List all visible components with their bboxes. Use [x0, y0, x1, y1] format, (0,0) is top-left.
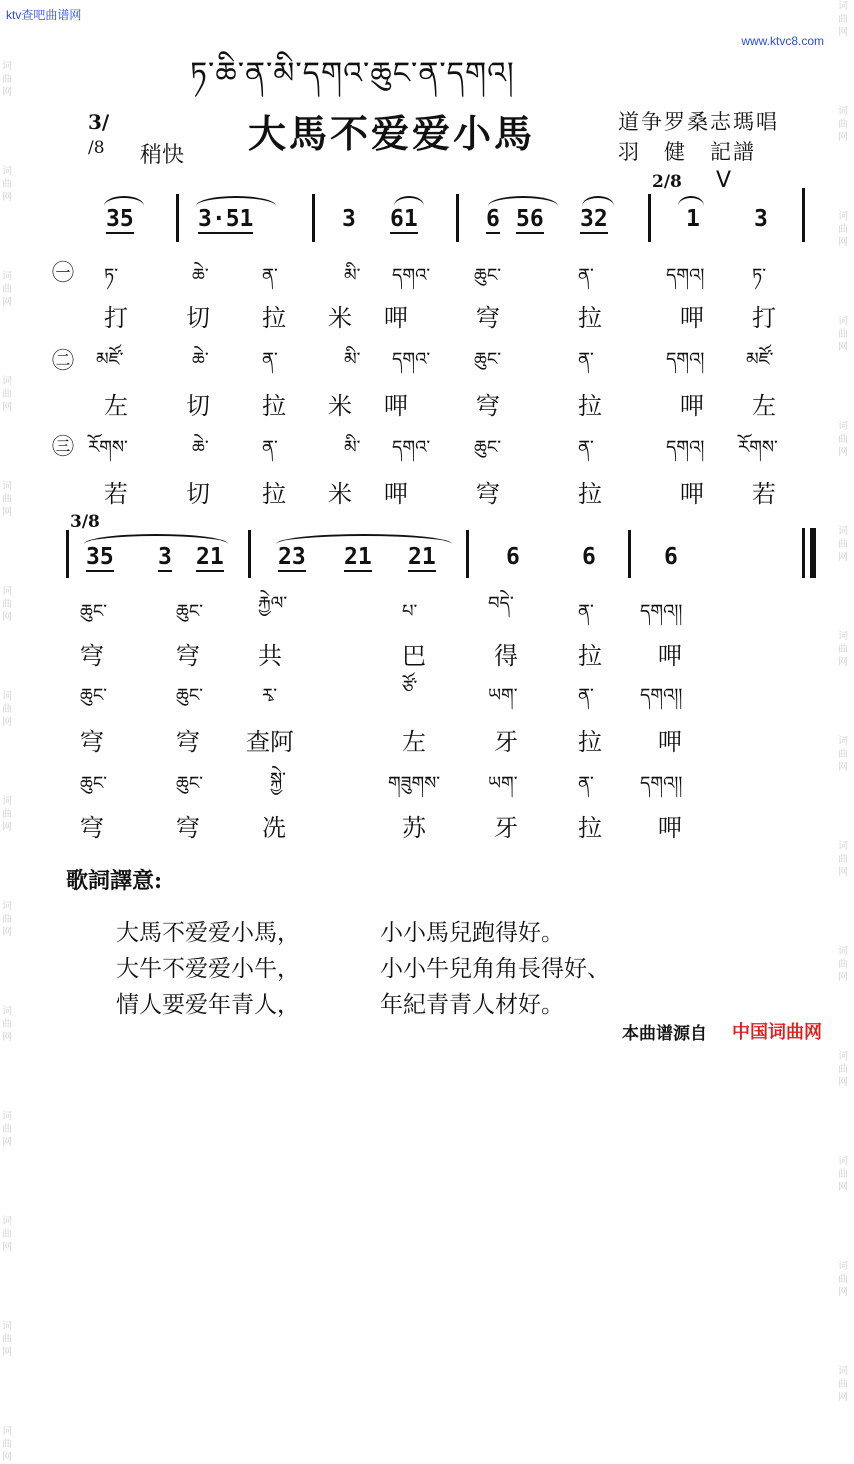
lyric-syllable: 切	[186, 392, 210, 420]
tibetan-syllable: དགའ་	[392, 349, 431, 370]
note-group: 1	[686, 206, 700, 232]
note-group: 3·51	[198, 206, 254, 232]
tibetan-syllable: དགའ་	[392, 265, 431, 286]
tibetan-syllable: ན་	[578, 437, 594, 458]
note-group: 23	[278, 544, 306, 570]
note-group: 32	[580, 206, 608, 232]
lyric-syllable: 穹	[176, 728, 200, 756]
lyric-syllable: 共	[258, 642, 282, 670]
tibetan-syllable: ཆུང་	[80, 773, 107, 794]
lyric-syllable: 穹	[80, 642, 104, 670]
tibetan-syllable: ཆུང་	[80, 685, 107, 706]
lyric-syllable: 米	[328, 304, 352, 332]
bar-line	[176, 194, 179, 242]
tibetan-syllable: སྐྱེ་	[270, 769, 286, 790]
tibetan-syllable: ན་	[262, 349, 278, 370]
tibetan-syllable: རོགས་	[738, 437, 778, 458]
note-group: 21	[344, 544, 372, 570]
translation-line-left: 大馬不爱爱小馬，	[116, 920, 300, 946]
bar-line	[648, 194, 651, 242]
tibetan-syllable: ཆུང་	[474, 437, 501, 458]
note-group: 56	[516, 206, 544, 232]
tibetan-syllable: ན་	[578, 265, 594, 286]
lyric-syllable: 呷	[384, 304, 408, 332]
verse-number-2: ㊁	[52, 349, 75, 374]
tibetan-syllable: དགའ།	[666, 349, 705, 370]
tibetan-syllable: རོགས་	[88, 437, 128, 458]
lyric-syllable: 呷	[680, 392, 704, 420]
bar-line	[66, 530, 69, 578]
note-group: 61	[390, 206, 418, 232]
page-title: 大馬不爱爱小馬	[248, 111, 536, 156]
lyric-syllable: 米	[328, 480, 352, 508]
lyric-syllable: 呷	[658, 814, 682, 842]
tibetan-syllable: མི་	[344, 437, 361, 458]
lyric-syllable: 查阿	[246, 728, 294, 756]
tibetan-syllable: ཆུང་	[474, 349, 501, 370]
time-signature-top: 3/	[88, 110, 110, 134]
note-group: 6	[506, 544, 520, 570]
tibetan-syllable: ན་	[578, 773, 594, 794]
note-group: 21	[196, 544, 224, 570]
bar-line	[466, 530, 469, 578]
tibetan-syllable: རྭ་	[262, 685, 277, 706]
slur	[394, 196, 424, 206]
tibetan-syllable: ན་	[262, 437, 278, 458]
tibetan-syllable: ཆུང་	[176, 685, 203, 706]
lyric-syllable: 巴	[402, 642, 426, 670]
lyric-syllable: 拉	[578, 814, 602, 842]
tibetan-syllable: བདེ་	[488, 593, 514, 614]
source-label: 本曲谱源自	[622, 1024, 707, 1044]
lyric-syllable: 若	[752, 480, 776, 508]
bar-line	[248, 530, 251, 578]
lyric-syllable: 穹	[476, 304, 500, 332]
lyric-syllable: 呷	[384, 392, 408, 420]
tibetan-syllable: པ་	[402, 601, 418, 622]
lyric-syllable: 拉	[578, 642, 602, 670]
verse-number-1: ㊀	[52, 261, 75, 286]
translation-heading: 歌詞譯意:	[66, 868, 163, 894]
lyric-syllable: 左	[104, 392, 128, 420]
lyric-syllable: 若	[104, 480, 128, 508]
tibetan-syllable: དགའ།།	[640, 685, 683, 706]
lyric-syllable: 米	[328, 392, 352, 420]
note-group: 35	[106, 206, 134, 232]
slur	[678, 196, 704, 206]
tibetan-syllable: མཛོ་	[96, 349, 124, 370]
lyric-syllable: 穹	[476, 392, 500, 420]
tibetan-syllable: དགའ་	[392, 437, 431, 458]
slur	[104, 196, 144, 206]
note-group: 3	[342, 206, 356, 232]
slur	[488, 196, 558, 206]
tibetan-syllable: རྐྱེལ་	[258, 593, 288, 614]
lyric-syllable: 呷	[658, 728, 682, 756]
tibetan-syllable: དགའ།།	[640, 773, 683, 794]
final-bar-line-thick	[810, 528, 816, 578]
side-watermark-left: 词曲网 词曲网 词曲网 词曲网 词曲网 词曲网 词曲网 词曲网 词曲网 词曲网 词曲网 词曲网 词曲网 词曲网	[2, 61, 12, 1463]
lyric-syllable: 穹	[176, 642, 200, 670]
tibetan-syllable: ཡག་	[488, 773, 518, 794]
lyric-syllable: 穹	[80, 814, 104, 842]
lyric-syllable: 拉	[578, 304, 602, 332]
lyric-syllable: 呷	[658, 642, 682, 670]
lyric-syllable: 拉	[578, 728, 602, 756]
bar-line	[628, 530, 631, 578]
lyric-syllable: 苏	[402, 814, 426, 842]
translation-line-right: 小小馬兒跑得好。	[380, 920, 564, 946]
lyric-syllable: 拉	[578, 480, 602, 508]
slur	[196, 196, 276, 206]
translation-line-left: 情人要爱年青人，	[116, 992, 300, 1018]
lyric-syllable: 拉	[262, 392, 286, 420]
tibetan-syllable: ན་	[578, 601, 594, 622]
tibetan-title: ཏ་ཆི་ན་མི་དགའ་ཆུང་ན་དགའ།	[190, 56, 515, 91]
lyric-syllable: 穹	[176, 814, 200, 842]
lyric-syllable: 呷	[680, 480, 704, 508]
tibetan-syllable: ཆེ་	[192, 349, 209, 370]
lyric-syllable: 穹	[80, 728, 104, 756]
watermark-left: ktv查吧曲谱网	[6, 8, 82, 22]
watermark-right: www.ktvc8.com	[741, 34, 824, 48]
tibetan-syllable: དགའ།	[666, 437, 705, 458]
lyric-syllable: 牙	[494, 728, 518, 756]
note-group: 6	[582, 544, 596, 570]
tibetan-syllable: ཙོ་	[402, 677, 418, 698]
tibetan-syllable: མི་	[344, 349, 361, 370]
tibetan-syllable: མཛོ་	[746, 349, 774, 370]
tibetan-syllable: ཆེ་	[192, 437, 209, 458]
verse-number-3: ㊂	[52, 435, 75, 460]
notation-credit: 羽 健 記譜	[618, 140, 756, 164]
lyric-syllable: 呷	[680, 304, 704, 332]
lyric-syllable: 切	[186, 304, 210, 332]
translation-line-right: 小小牛兒角角長得好、	[380, 956, 610, 982]
note-group: 35	[86, 544, 114, 570]
note-group: 21	[408, 544, 436, 570]
tibetan-syllable: གཟུགས་	[388, 773, 441, 794]
translation-line-left: 大牛不爱爱小牛，	[116, 956, 300, 982]
time-signature-bottom: /8	[88, 138, 105, 158]
tibetan-syllable: ཆུང་	[80, 601, 107, 622]
note-group: 6	[664, 544, 678, 570]
lyric-syllable: 牙	[494, 814, 518, 842]
lyric-syllable: 拉	[578, 392, 602, 420]
lyric-syllable: 拉	[262, 304, 286, 332]
final-bar-line	[802, 528, 805, 578]
time-change-2-8: 2/8	[652, 172, 682, 192]
bar-line	[312, 194, 315, 242]
note-group: 3	[158, 544, 172, 570]
bar-line	[456, 194, 459, 242]
site-link[interactable]: 中国词曲网	[732, 1022, 822, 1043]
lyric-syllable: 打	[752, 304, 776, 332]
note-group: 3	[754, 206, 768, 232]
translation-line-right: 年紀青青人材好。	[380, 992, 564, 1018]
tibetan-syllable: དགའ།།	[640, 601, 683, 622]
tibetan-syllable: ཆུང་	[176, 601, 203, 622]
lyric-syllable: 左	[752, 392, 776, 420]
time-change-3-8: 3/8	[70, 512, 100, 532]
breath-mark: V	[716, 168, 732, 193]
slur	[582, 196, 614, 206]
tibetan-syllable: ཆུང་	[474, 265, 501, 286]
lyric-syllable: 冼	[262, 814, 286, 842]
tibetan-syllable: ཏ་	[104, 265, 119, 286]
tibetan-syllable: ཆེ་	[192, 265, 209, 286]
singer-credit: 道争罗桑志瑪唱	[618, 110, 779, 134]
lyric-syllable: 拉	[262, 480, 286, 508]
tibetan-syllable: མི་	[344, 265, 361, 286]
lyric-syllable: 呷	[384, 480, 408, 508]
tibetan-syllable: ཡག་	[488, 685, 518, 706]
slur	[84, 534, 228, 544]
tibetan-syllable: ན་	[578, 685, 594, 706]
lyric-syllable: 穹	[476, 480, 500, 508]
bar-line	[802, 188, 805, 242]
tibetan-syllable: དགའ།	[666, 265, 705, 286]
tibetan-syllable: ཏ་	[752, 265, 767, 286]
tibetan-syllable: ཆུང་	[176, 773, 203, 794]
lyric-syllable: 打	[104, 304, 128, 332]
lyric-syllable: 切	[186, 480, 210, 508]
tibetan-syllable: ན་	[578, 349, 594, 370]
tempo-marking: 稍快	[140, 143, 185, 168]
tibetan-syllable: ན་	[262, 265, 278, 286]
side-watermark-right: 词曲网 词曲网 词曲网 词曲网 词曲网 词曲网 词曲网 词曲网 词曲网 词曲网 词曲网 词曲网 词曲网 词曲网	[838, 1, 848, 1403]
slur	[276, 534, 452, 544]
lyric-syllable: 左	[402, 728, 426, 756]
note-group: 6	[486, 206, 500, 232]
lyric-syllable: 得	[494, 642, 518, 670]
